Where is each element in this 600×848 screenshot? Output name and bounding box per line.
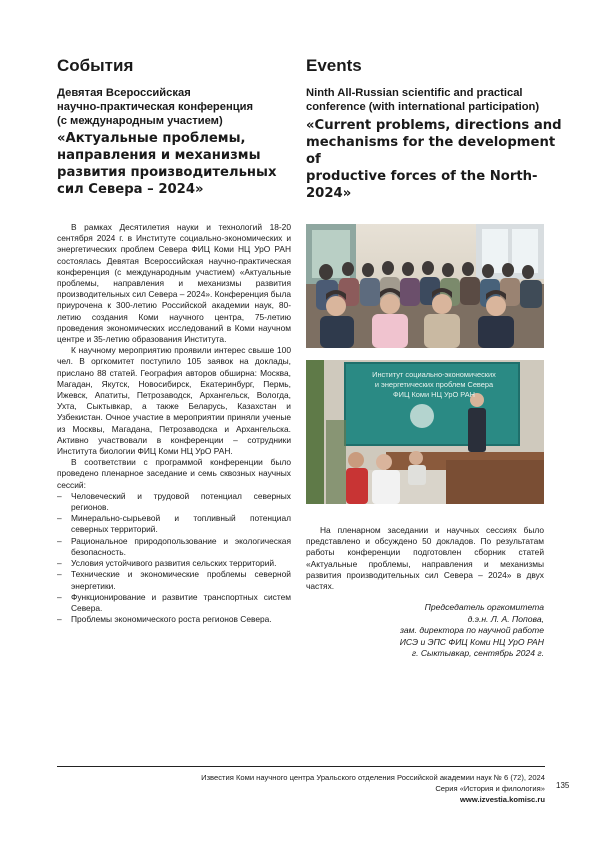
signature-line: Председатель оргкомитета	[424, 602, 544, 612]
list-item: – Минерально-сырьевой и топливный потенциал северных территорий.	[57, 513, 291, 535]
screen-line: ФИЦ Коми НЦ УрО РАН	[393, 390, 475, 399]
title-line: «Актуальные проблемы,	[57, 131, 246, 146]
footer-series: Серия «История и филология»	[435, 784, 545, 793]
title-line: productive forces of the North-2024»	[306, 169, 538, 201]
subtitle-ru	[57, 86, 297, 128]
article-title-en	[306, 117, 568, 202]
page-number: 135	[556, 781, 570, 790]
paragraph: На пленарном заседании и научных сессиях было представлено и обсуждено 50 докладов. По результатам работы конференции подготовлен сборник статей «Актуальные проблемы, направления и механизмы развития производительных сил Севера – 2024» в двух частях.	[306, 525, 544, 592]
title-line: направления и механизмы	[57, 148, 261, 163]
audience-illustration	[306, 224, 544, 348]
paragraph: В рамках Десятилетия науки и технологий 18-20 сентября 2024 г. в Институте социально-экономических и энергетических проблем Севера ФИЦ Коми НЦ УрО РАН состоялась Девятая Всероссийская научно-практическая конференция (с международным участием) «Актуальные проблемы, направления и механизмы развития производительных сил Севера – 2024». Конференция была приурочена к 300-летию Российской академии наук, 80-летию создания Коми научного центра, 75-летию проведения экономических исследований в Коми научном центре и 35-летию образования Института.	[57, 222, 292, 345]
article-body	[57, 222, 291, 625]
footer-url: www.izvestia.komisc.ru	[460, 795, 545, 804]
paragraph: К научному мероприятию проявили интерес свыше 100 чел. В оргкомитет поступило 105 заявок на доклады, прислано 88 статей. География авторов обширна: Москва, Магадан, Якутск, Новосибирск, Екатеринбург, Пермь, Ижевск, Апатиты, Петрозаводск, Архангельск, Вологда, Ухта, Сыктывкар, а также Беларусь, Казахстан и Узбекистан. Очное участие в мероприятии приняли ученые из Москвы, Магадана, Петрозаводска и Архангельска. Активно участвовали в конференции – сотрудники Института биологии ФИЦ Коми НЦ УрО РАН.	[57, 345, 291, 457]
session-list	[57, 491, 291, 625]
list-item: – Проблемы экономического роста регионов Севера.	[57, 614, 291, 625]
title-line: сил Севера – 2024»	[57, 182, 204, 197]
audience-photo	[306, 224, 544, 348]
section-title-en: Events	[306, 56, 362, 75]
footer-divider	[57, 766, 545, 767]
subtitle-line: Девятая Всероссийская	[57, 87, 191, 99]
subtitle-line: (с международным участием)	[57, 115, 223, 127]
signature-line: ИСЭ и ЭПС ФИЦ Коми НЦ УрО РАН	[399, 636, 544, 647]
footer-journal: Известия Коми научного центра Уральского отделения Российской академии наук № 6 (72), 2024	[201, 773, 545, 782]
list-item: – Технические и экономические проблемы северной энергетики.	[57, 569, 291, 591]
subtitle-en	[306, 86, 556, 114]
screen-line: Институт социально-экономических	[372, 370, 496, 379]
title-line: развития производительных	[57, 165, 277, 180]
signature-line: зам. директора по научной работе	[399, 625, 544, 635]
list-item: – Человеческий и трудовой потенциал северных регионов.	[57, 491, 291, 513]
paragraph: В соответствии с программой конференции было проведено пленарное заседание и семь сквозных научных сессий:	[57, 457, 291, 490]
results-paragraph	[306, 525, 544, 592]
article-title-ru	[57, 130, 307, 198]
presidium-photo	[306, 360, 544, 504]
signature-line: д.э.н. Л. А. Попова,	[467, 613, 544, 624]
list-item: – Функционирование и развитие транспортных систем Севера.	[57, 592, 291, 614]
title-line: mechanisms for the development of	[306, 135, 556, 167]
title-line: «Current problems, directions and	[306, 118, 562, 133]
screen-line: и энергетических проблем Севера	[374, 380, 494, 389]
subtitle-line: conference (with international participation)	[306, 101, 540, 113]
signature-line: г. Сыктывкар, сентябрь 2024 г.	[411, 648, 544, 658]
subtitle-line: научно-практическая конференция	[57, 101, 254, 113]
subtitle-line: Ninth All-Russian scientific and practical	[306, 87, 523, 99]
list-item: – Рациональное природопользование и экологическая безопасность.	[57, 536, 291, 558]
projector-screen-text	[364, 370, 504, 400]
signature-block	[330, 602, 544, 660]
list-item: – Условия устойчивого развития сельских территорий.	[57, 558, 291, 569]
section-title-ru: События	[57, 56, 134, 75]
footer	[150, 772, 545, 805]
